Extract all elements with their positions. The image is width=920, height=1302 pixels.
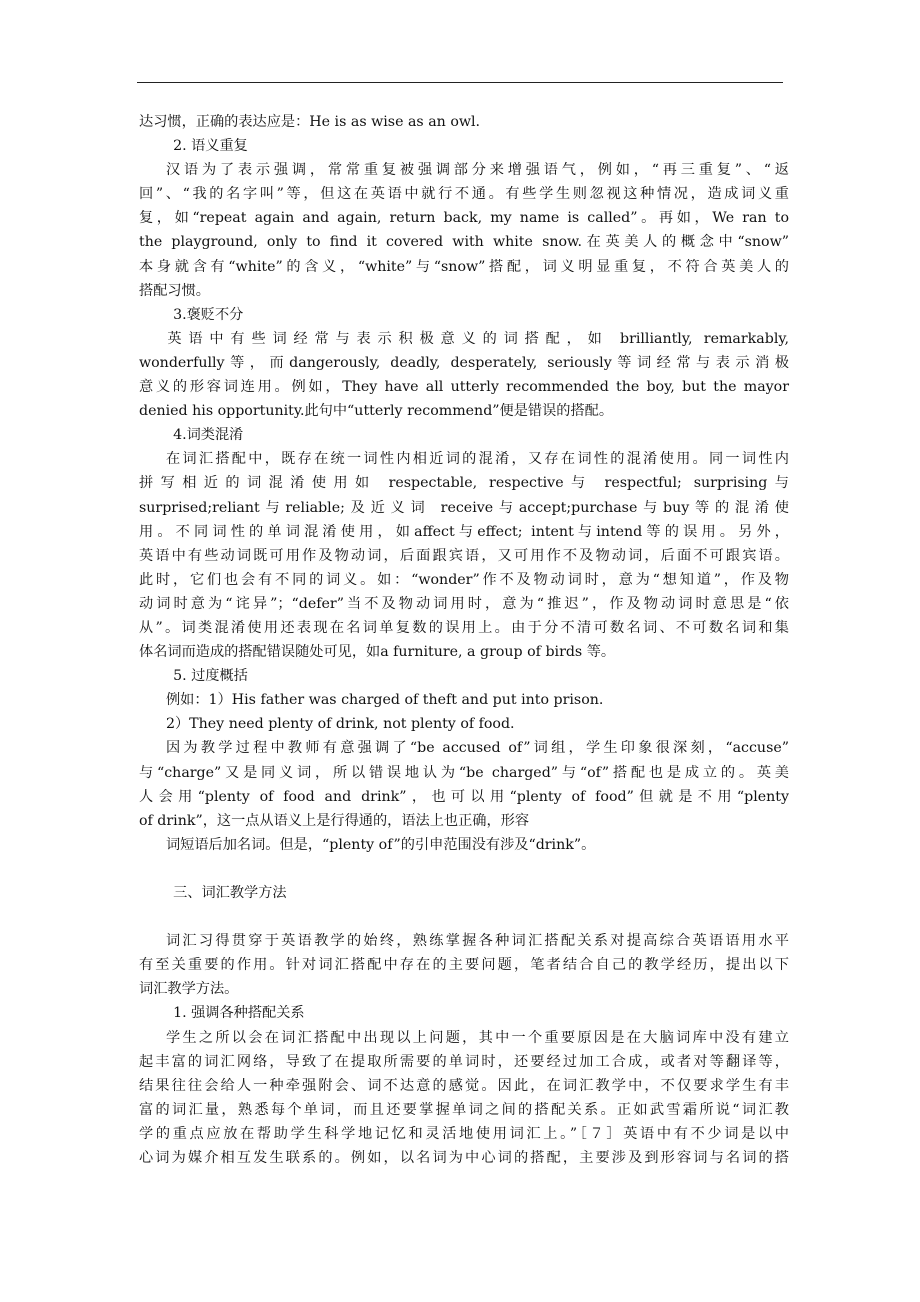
paragraph-line: 从”。词类混淆使用还表现在名词单复数的误用上。由于分不清可数名词、不可数名词和集 bbox=[139, 619, 789, 636]
paragraph-line: 词短语后加名词。但是，“plenty of”的引申范围没有涉及“drink”。 bbox=[165, 836, 596, 853]
paragraph-line: 动词时意为“诧异”；“defer”当不及物动词用时，意为“推迟”，作及物动词时意思是“依 bbox=[139, 595, 789, 612]
document-body bbox=[139, 110, 789, 1170]
spacer bbox=[139, 857, 789, 881]
paragraph-line: wonderfully等，而dangerously, deadly, desperately, seriously等词经常与表示消极 bbox=[139, 354, 789, 371]
paragraph-line: 拼写相近的词混淆使用如 respectable, respective与 respectful; surprising与 bbox=[139, 475, 789, 492]
paragraph-line: 心词为媒介相互发生联系的。例如，以名词为中心词的搭配，主要涉及到形容词与名词的搭 bbox=[139, 1150, 789, 1167]
paragraph-line: 汉语为了表示强调，常常重复被强调部分来增强语气，例如，“再三重复”、“返 bbox=[165, 162, 789, 179]
paragraph-line: 词汇教学方法。 bbox=[139, 981, 239, 998]
paragraph-continuation: 达习惯，正确的表达应是：He is as wise as an owl. bbox=[139, 114, 481, 130]
header-rule bbox=[137, 82, 783, 83]
subheading-connotation: 3.褒贬不分 bbox=[173, 306, 244, 323]
paragraph-line: 本身就含有“white”的含义，“white”与“snow”搭配，词义明显重复，不符合英美人的 bbox=[139, 258, 789, 275]
paragraph-line: denied his opportunity.此句中“utterly recommend”便是错误的搭配。 bbox=[139, 403, 614, 420]
spacer bbox=[139, 905, 789, 929]
subheading-overgeneralization: 5. 过度概括 bbox=[173, 668, 248, 685]
paragraph-line: 在词汇搭配中，既存在统一词性内相近词的混淆，又存在词性的混淆使用。同一词性内 bbox=[165, 451, 789, 468]
paragraph-line: 复，如“repeat again and again, return back, my name is called”。再如，We ran to bbox=[139, 210, 789, 227]
paragraph-line: the playground, only to find it covered with white snow.在英美人的概念中“snow” bbox=[139, 234, 789, 251]
subheading-semantic-repetition: 2. 语义重复 bbox=[173, 138, 248, 155]
subheading-word-class: 4.词类混淆 bbox=[173, 427, 244, 444]
paragraph-line: 搭配习惯。 bbox=[139, 282, 210, 299]
paragraph-line: 学生之所以会在词汇搭配中出现以上问题，其中一个重要原因是在大脑词库中没有建立 bbox=[165, 1029, 789, 1046]
paragraph-line: 起丰富的词汇网络，导致了在提取所需要的单词时，还要经过加工合成，或者对等翻译等， bbox=[139, 1053, 789, 1070]
example-line: 例如：1）His father was charged of theft and put into prison. bbox=[165, 692, 604, 709]
paragraph-line: 富的词汇量，熟悉每个单词，而且还要掌握单词之间的搭配关系。正如武雪霜所说“词汇教 bbox=[139, 1101, 789, 1118]
paragraph-line: 有至关重要的作用。针对词汇搭配中存在的主要问题，笔者结合自己的教学经历，提出以下 bbox=[139, 957, 789, 974]
paragraph-line: surprised;reliant与reliable;及近义词 receive与accept;purchase与buy等的混淆使 bbox=[139, 499, 789, 516]
paragraph-line: 因为教学过程中教师有意强调了“be accused of”词组，学生印象很深刻，“accuse” bbox=[165, 740, 789, 757]
paragraph-line: 意义的形容词连用。例如，They have all utterly recommended the boy, but the mayor bbox=[139, 379, 789, 396]
paragraph-line: 体名词而造成的搭配错误随处可见，如a furniture, a group of birds 等。 bbox=[139, 644, 616, 661]
paragraph-line: 英语中有些词经常与表示积极意义的词搭配，如 brilliantly, remarkably, bbox=[167, 330, 789, 347]
paragraph-line: 与“charge”又是同义词，所以错误地认为“be charged”与“of”搭配也是成立的。英美 bbox=[139, 764, 789, 781]
paragraph-line: 学的重点应放在帮助学生科学地记忆和灵活地使用词汇上。”［７］英语中有不少词是以中 bbox=[139, 1125, 789, 1142]
paragraph-line: of drink”，这一点从语义上是行得通的，语法上也正确，形容 bbox=[139, 812, 530, 829]
paragraph-line: 此时，它们也会有不同的词义。如：“wonder”作不及物动词时，意为“想知道”，作及物 bbox=[139, 571, 789, 588]
section-heading-teaching-methods: 三、词汇教学方法 bbox=[173, 885, 287, 901]
paragraph-line: 结果往往会给人一种牵强附会、词不达意的感觉。因此，在词汇教学中，不仅要求学生有丰 bbox=[139, 1077, 789, 1094]
paragraph-line: 词汇习得贯穿于英语教学的始终，熟练掌握各种词汇搭配关系对提高综合英语语用水平 bbox=[165, 933, 789, 950]
paragraph-line: 用。不同词性的单词混淆使用，如affect与effect; intent与intend等的误用。另外， bbox=[139, 523, 789, 540]
subheading-emphasize-collocations: 1. 强调各种搭配关系 bbox=[173, 1005, 305, 1022]
paragraph-line: 英语中有些动词既可用作及物动词，后面跟宾语，又可用作不及物动词，后面不可跟宾语。 bbox=[139, 547, 789, 564]
example-line: 2）They need plenty of drink, not plenty of food. bbox=[165, 716, 515, 733]
paragraph-line: 人会用“plenty of food and drink”，也可以用“plenty of food”但就是不用“plenty bbox=[139, 788, 789, 805]
paragraph-line: 回”、“我的名字叫”等，但这在英语中就行不通。有些学生则忽视这种情况，造成词义重 bbox=[139, 186, 789, 203]
